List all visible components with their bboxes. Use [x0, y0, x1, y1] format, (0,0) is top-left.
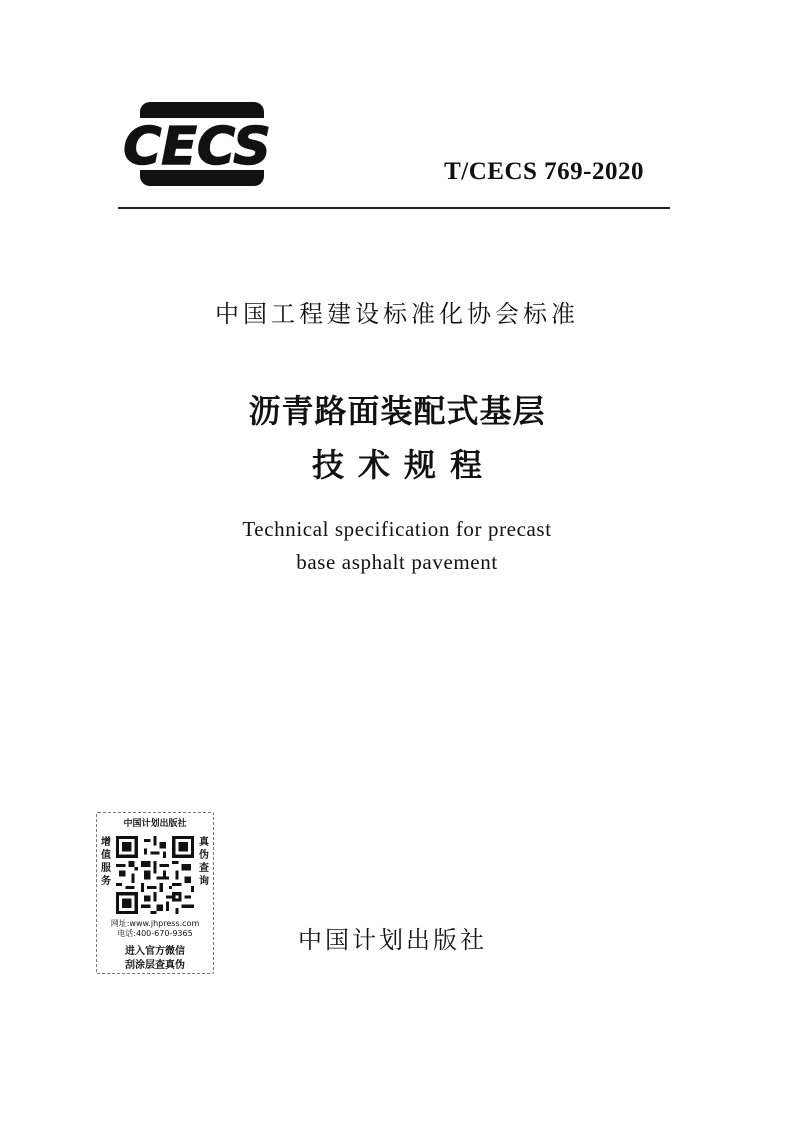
qr-code-icon[interactable]	[116, 836, 194, 914]
sticker-header: 中国计划出版社	[123, 819, 187, 829]
sticker-right-text: 真伪查询	[199, 837, 209, 887]
title-english-line2: base asphalt pavement	[296, 550, 498, 574]
association-title: 中国工程建设标准化协会标准	[215, 300, 579, 328]
title-chinese-line2: 技术规程	[311, 446, 496, 484]
sticker-note-wechat: 进入官方微信	[125, 946, 185, 957]
sticker-phone: 电话:400-670-9365	[117, 929, 193, 938]
publisher-name: 中国计划出版社	[298, 926, 487, 954]
anti-counterfeit-sticker	[96, 812, 214, 974]
standard-number: T/CECS 769-2020	[444, 158, 644, 185]
cecs-logo	[112, 100, 282, 188]
sticker-note-scratch: 刮涂层查真伪	[125, 960, 185, 971]
header-divider	[118, 207, 670, 209]
sticker-left-text: 增值服务	[101, 837, 111, 887]
sticker-website: 网址:www.jhpress.com	[110, 919, 200, 928]
logo-text: CECS	[123, 117, 271, 177]
title-chinese-line1: 沥青路面装配式基层	[248, 392, 546, 430]
title-english-line1: Technical specification for precast	[242, 517, 552, 541]
